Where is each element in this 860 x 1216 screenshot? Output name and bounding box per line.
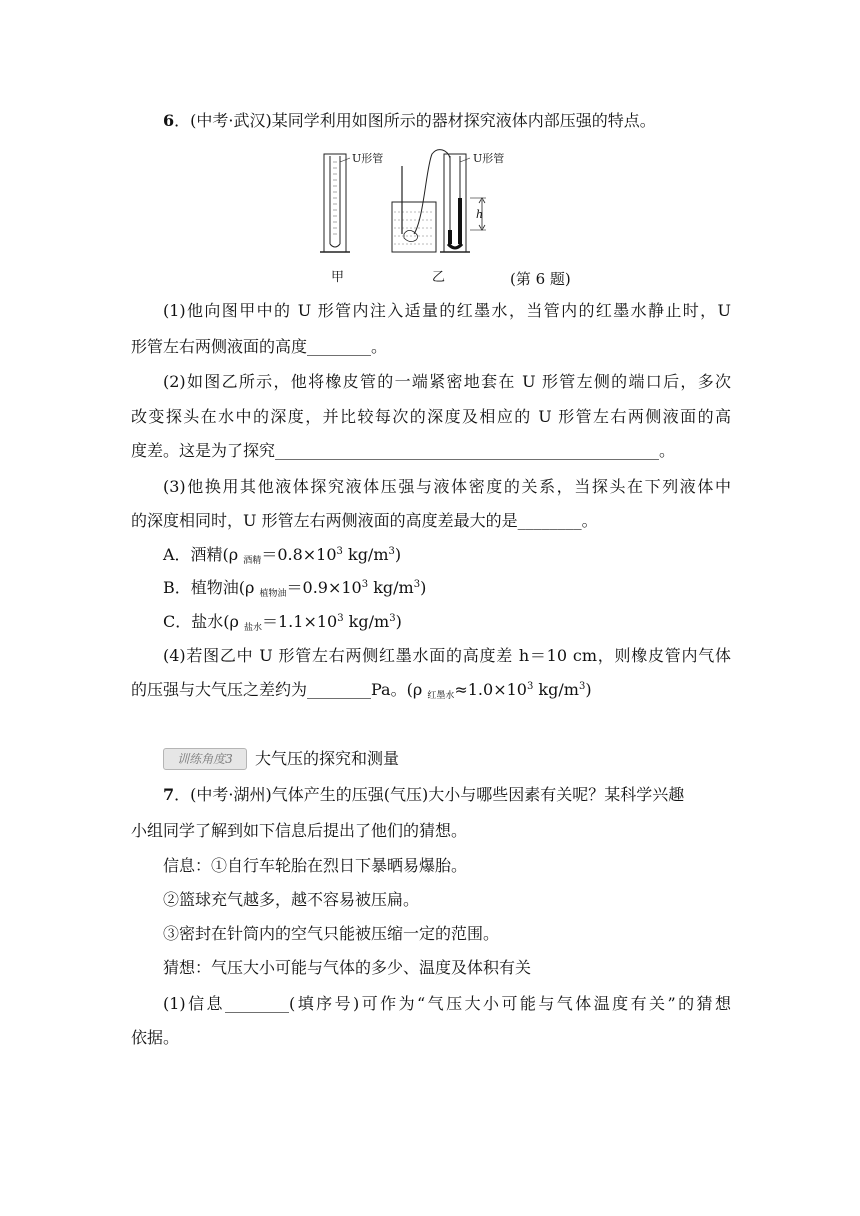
q6-p2-line1: (2)如图乙所示，他将橡皮管的一端紧密地套在 U 形管左侧的端口后，多次 [163, 372, 731, 391]
q6-p3-line2: 的深度相同时，U 形管左右两侧液面的高度差最大的是________。 [131, 511, 598, 530]
label-jia: 甲 [331, 270, 345, 285]
q6-p2-line3: 度差。这是为了探究________________________________________________。 [131, 441, 676, 460]
section-title: 大气压的探究和测量 [255, 749, 400, 768]
q6-number: 6 [163, 111, 175, 130]
q7-intro-line1: 7．(中考·湖州)气体产生的压强(气压)大小与哪些因素有关呢？某科学兴趣 [163, 785, 685, 804]
q6-p1-line2: 形管左右两侧液面的高度________。 [131, 337, 388, 356]
u-tube-figure [320, 148, 520, 290]
q7-p1-line1: (1)信息________(填序号)可作为“气压大小可能与气体温度有关”的猜想 [163, 994, 731, 1013]
q6-p1-line1: (1)他向图甲中的 U 形管内注入适量的红墨水，当管内的红墨水静止时，U [163, 301, 731, 320]
q7-number: 7 [163, 785, 175, 804]
h-label: h [476, 208, 484, 221]
apparatus-jia [320, 154, 350, 252]
q7-p1-line2: 依据。 [131, 1028, 180, 1047]
q6-intro-text: ．(中考·武汉)某同学利用如图所示的器材探究液体内部压强的特点。 [174, 111, 656, 130]
q6-p4-line1: (4)若图乙中 U 形管左右两侧红墨水面的高度差 h＝10 cm，则橡皮管内气体 [163, 646, 731, 665]
q7-info1: 信息：①自行车轮胎在烈日下暴晒易爆胎。 [163, 856, 468, 875]
q7-guess: 猜想：气压大小可能与气体的多少、温度及体积有关 [163, 958, 532, 977]
figure-caption: (第 6 题) [510, 270, 571, 288]
q7-intro-line2: 小组同学了解到如下信息后提出了他们的猜想。 [131, 821, 468, 840]
q6-p4-line2: 的压强与大气压之差约为________Pa。(ρ 红墨水$\approx 1.0\times 10^3$ $kg/m^3$) [131, 680, 592, 701]
beaker-yi [392, 150, 450, 252]
q6-p3-line1: (3)他换用其他液体探究液体压强与液体密度的关系，当探头在下列液体中 [163, 477, 731, 496]
option-c: C．盐水(ρ 盐水$=1.1\times 10^3$ $kg/m^3$) [163, 612, 402, 633]
option-b: B．植物油(ρ 植物油$=0.9\times 10^3$ $kg/m^3$) [163, 578, 427, 599]
q7-info3: ③密封在针筒内的空气只能被压缩一定的范围。 [163, 924, 500, 943]
q7-info2: ②篮球充气越多，越不容易被压扁。 [163, 890, 420, 909]
q6-p2-line2: 改变探头在水中的深度，并比较每次的深度及相应的 U 形管左右两侧液面的高 [131, 407, 731, 426]
section-badge: 训练角度3 [163, 748, 247, 770]
option-a: A．酒精(ρ 酒精$=0.8\times 10^3$ $kg/m^3$) [163, 545, 402, 566]
u-tube-label-left: U形管 [352, 152, 384, 165]
label-yi: 乙 [432, 270, 446, 285]
u-tube-label-right: U形管 [473, 152, 505, 165]
q6-intro [163, 110, 656, 132]
apparatus-yi [440, 154, 486, 252]
